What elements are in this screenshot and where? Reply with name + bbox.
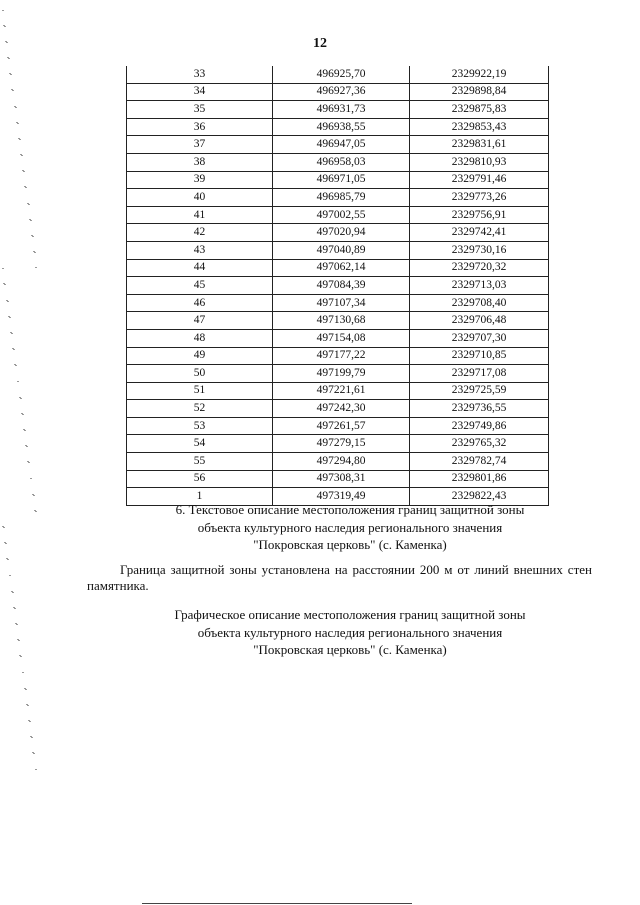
y-coordinate-cell: 2329706,48 — [410, 312, 549, 330]
point-number-cell: 45 — [127, 277, 273, 295]
y-coordinate-cell: 2329749,86 — [410, 417, 549, 435]
point-number-cell: 49 — [127, 347, 273, 365]
scan-speck — [3, 527, 5, 528]
scan-speck — [4, 284, 6, 285]
table-row — [127, 329, 549, 347]
y-coordinate-cell: 2329725,59 — [410, 382, 549, 400]
scan-speck — [3, 283, 5, 284]
scan-speck — [11, 591, 13, 592]
graphic-heading-line-2: объекта культурного наследия регионального значения — [197, 624, 503, 640]
scan-speck — [14, 364, 16, 365]
y-coordinate-cell: 2329713,03 — [410, 277, 549, 295]
table-row — [127, 171, 549, 189]
x-coordinate-cell: 497242,30 — [273, 400, 410, 418]
y-coordinate-cell: 2329730,16 — [410, 241, 549, 259]
table-row — [127, 453, 549, 471]
scan-speck — [4, 542, 6, 543]
scan-speck — [28, 720, 30, 721]
scan-speck — [20, 398, 22, 399]
point-number-cell: 41 — [127, 206, 273, 224]
y-coordinate-cell: 2329853,43 — [410, 118, 549, 136]
y-coordinate-cell: 2329801,86 — [410, 470, 549, 488]
x-coordinate-cell: 497002,55 — [273, 206, 410, 224]
y-coordinate-cell: 2329710,85 — [410, 347, 549, 365]
scan-speck — [2, 268, 4, 269]
scan-speck — [25, 689, 27, 690]
scan-speck — [28, 462, 30, 463]
x-coordinate-cell: 497020,94 — [273, 224, 410, 242]
table-row — [127, 189, 549, 207]
scan-speck — [15, 365, 17, 366]
scan-speck — [16, 122, 18, 123]
x-coordinate-cell: 497062,14 — [273, 259, 410, 277]
scan-speck — [30, 220, 32, 221]
table-row — [127, 417, 549, 435]
graphic-description-heading — [0, 606, 640, 659]
scan-speck — [19, 139, 21, 140]
y-coordinate-cell: 2329831,61 — [410, 136, 549, 154]
table-row — [127, 400, 549, 418]
table-row — [127, 206, 549, 224]
scan-speck — [5, 543, 7, 544]
scan-speck — [35, 267, 37, 268]
scan-speck — [21, 413, 23, 414]
x-coordinate-cell: 496958,03 — [273, 153, 410, 171]
scan-speck — [35, 769, 37, 770]
x-coordinate-cell: 497199,79 — [273, 365, 410, 383]
point-number-cell: 1 — [127, 488, 273, 506]
scan-speck — [2, 10, 4, 11]
scan-speck — [7, 301, 9, 302]
scan-speck — [12, 90, 14, 91]
point-number-cell: 54 — [127, 435, 273, 453]
y-coordinate-cell: 2329756,91 — [410, 206, 549, 224]
scan-speck — [20, 154, 22, 155]
scan-speck — [15, 623, 17, 624]
coordinates-table-body — [127, 66, 549, 505]
y-coordinate-cell: 2329736,55 — [410, 400, 549, 418]
scan-speck — [24, 186, 26, 187]
x-coordinate-cell: 497040,89 — [273, 241, 410, 259]
scan-speck — [10, 332, 12, 333]
scan-speck — [33, 753, 35, 754]
x-coordinate-cell: 497154,08 — [273, 329, 410, 347]
scan-speck — [6, 42, 8, 43]
point-number-cell: 43 — [127, 241, 273, 259]
x-coordinate-cell: 496925,70 — [273, 66, 410, 83]
table-row — [127, 347, 549, 365]
point-number-cell: 50 — [127, 365, 273, 383]
x-coordinate-cell: 496985,79 — [273, 189, 410, 207]
y-coordinate-cell: 2329742,41 — [410, 224, 549, 242]
point-number-cell: 47 — [127, 312, 273, 330]
table-row — [127, 365, 549, 383]
graphic-heading-line-1: Графическое описание местоположения границ защитной зоны — [174, 607, 526, 622]
scan-speck — [13, 349, 15, 350]
scan-speck — [29, 721, 31, 722]
scan-speck — [17, 123, 19, 124]
scan-speck — [19, 655, 21, 656]
scan-speck — [9, 73, 11, 74]
table-row — [127, 241, 549, 259]
y-coordinate-cell: 2329922,19 — [410, 66, 549, 83]
scan-speck — [27, 461, 29, 462]
scan-speck — [6, 558, 8, 559]
x-coordinate-cell: 497177,22 — [273, 347, 410, 365]
scan-speck — [11, 89, 13, 90]
scan-speck — [15, 107, 17, 108]
coordinates-table — [126, 66, 549, 506]
scan-speck — [18, 138, 20, 139]
scan-speck — [26, 446, 28, 447]
x-coordinate-cell: 496971,05 — [273, 171, 410, 189]
table-row — [127, 312, 549, 330]
table-row — [127, 118, 549, 136]
section-6-heading-line-3: "Покровская церковь" (с. Каменка) — [253, 537, 447, 552]
x-coordinate-cell: 497107,34 — [273, 294, 410, 312]
point-number-cell: 39 — [127, 171, 273, 189]
y-coordinate-cell: 2329773,26 — [410, 189, 549, 207]
protection-zone-paragraph: Граница защитной зоны установлена на расстоянии 200 м от линий внешних стен памятника. — [87, 562, 592, 593]
scan-speck — [31, 235, 33, 236]
scan-speck — [16, 624, 18, 625]
x-coordinate-cell: 497308,31 — [273, 470, 410, 488]
scan-speck — [25, 445, 27, 446]
point-number-cell: 53 — [127, 417, 273, 435]
scan-speck — [7, 57, 9, 58]
scan-speck — [14, 106, 16, 107]
point-number-cell: 38 — [127, 153, 273, 171]
scan-speck — [7, 559, 9, 560]
scan-speck — [5, 41, 7, 42]
scan-speck — [19, 397, 21, 398]
scan-speck — [4, 26, 6, 27]
scan-speck — [30, 736, 32, 737]
point-number-cell: 33 — [127, 66, 273, 83]
table-row — [127, 66, 549, 83]
x-coordinate-cell: 496947,05 — [273, 136, 410, 154]
table-row — [127, 224, 549, 242]
scan-speck — [29, 219, 31, 220]
scan-margin-noise — [0, 0, 40, 905]
scan-speck — [33, 251, 35, 252]
y-coordinate-cell: 2329720,32 — [410, 259, 549, 277]
y-coordinate-cell: 2329765,32 — [410, 435, 549, 453]
point-number-cell: 35 — [127, 101, 273, 119]
x-coordinate-cell: 496931,73 — [273, 101, 410, 119]
point-number-cell: 56 — [127, 470, 273, 488]
table-row — [127, 153, 549, 171]
x-coordinate-cell: 496938,55 — [273, 118, 410, 136]
scan-speck — [35, 511, 37, 512]
section-6-heading-line-2: объекта культурного наследия регионального значения — [197, 519, 503, 535]
scan-speck — [26, 704, 28, 705]
scan-speck — [9, 317, 11, 318]
y-coordinate-cell: 2329782,74 — [410, 453, 549, 471]
page-number: 12 — [313, 36, 327, 51]
scan-speck — [32, 236, 34, 237]
table-row — [127, 259, 549, 277]
point-number-cell: 42 — [127, 224, 273, 242]
scan-speck — [27, 203, 29, 204]
y-coordinate-cell: 2329822,43 — [410, 488, 549, 506]
scan-speck — [8, 58, 10, 59]
x-coordinate-cell: 497279,15 — [273, 435, 410, 453]
scan-speck — [21, 155, 23, 156]
x-coordinate-cell: 497221,61 — [273, 382, 410, 400]
scan-speck — [32, 752, 34, 753]
y-coordinate-cell: 2329875,83 — [410, 101, 549, 119]
y-coordinate-cell: 2329707,30 — [410, 329, 549, 347]
x-coordinate-cell: 496927,36 — [273, 83, 410, 101]
scan-speck — [31, 737, 33, 738]
point-number-cell: 44 — [127, 259, 273, 277]
section-6-heading — [0, 501, 640, 554]
section-6-heading-line-1: 6. Текстовое описание местоположения границ защитной зоны — [175, 502, 525, 517]
x-coordinate-cell: 497319,49 — [273, 488, 410, 506]
scan-speck — [28, 204, 30, 205]
scan-speck — [25, 187, 27, 188]
table-row — [127, 435, 549, 453]
scan-speck — [11, 333, 13, 334]
scan-speck — [12, 348, 14, 349]
scan-speck — [2, 526, 4, 527]
scan-speck — [33, 495, 35, 496]
scan-speck — [9, 575, 11, 576]
point-number-cell: 48 — [127, 329, 273, 347]
y-coordinate-cell: 2329708,40 — [410, 294, 549, 312]
scan-speck — [17, 381, 19, 382]
point-number-cell: 46 — [127, 294, 273, 312]
x-coordinate-cell: 497084,39 — [273, 277, 410, 295]
scan-speck — [3, 25, 5, 26]
scan-speck — [14, 608, 16, 609]
point-number-cell: 55 — [127, 453, 273, 471]
scan-speck — [18, 640, 20, 641]
point-number-cell: 51 — [127, 382, 273, 400]
scan-speck — [10, 74, 12, 75]
scan-speck — [22, 672, 24, 673]
scan-speck — [34, 252, 36, 253]
scan-speck — [24, 430, 26, 431]
scan-speck — [23, 171, 25, 172]
scan-speck — [6, 300, 8, 301]
table-row — [127, 101, 549, 119]
x-coordinate-cell: 497130,68 — [273, 312, 410, 330]
table-row — [127, 470, 549, 488]
scan-speck — [13, 607, 15, 608]
scan-speck — [30, 478, 32, 479]
scan-speck — [12, 592, 14, 593]
scan-speck — [17, 639, 19, 640]
scan-speck — [20, 656, 22, 657]
graphic-heading-line-3: "Покровская церковь" (с. Каменка) — [253, 642, 447, 657]
table-row — [127, 83, 549, 101]
point-number-cell: 36 — [127, 118, 273, 136]
scan-speck — [27, 705, 29, 706]
scan-speck — [34, 510, 36, 511]
scan-speck — [23, 429, 25, 430]
point-number-cell: 40 — [127, 189, 273, 207]
point-number-cell: 37 — [127, 136, 273, 154]
table-row — [127, 382, 549, 400]
x-coordinate-cell: 497294,80 — [273, 453, 410, 471]
table-row — [127, 136, 549, 154]
table-row — [127, 294, 549, 312]
y-coordinate-cell: 2329898,84 — [410, 83, 549, 101]
y-coordinate-cell: 2329791,46 — [410, 171, 549, 189]
scan-speck — [22, 414, 24, 415]
y-coordinate-cell: 2329717,08 — [410, 365, 549, 383]
point-number-cell: 52 — [127, 400, 273, 418]
table-row — [127, 277, 549, 295]
scan-speck — [22, 170, 24, 171]
scan-speck — [24, 688, 26, 689]
point-number-cell: 34 — [127, 83, 273, 101]
scan-speck — [32, 494, 34, 495]
footer-rule — [142, 903, 412, 904]
y-coordinate-cell: 2329810,93 — [410, 153, 549, 171]
x-coordinate-cell: 497261,57 — [273, 417, 410, 435]
scan-speck — [8, 316, 10, 317]
